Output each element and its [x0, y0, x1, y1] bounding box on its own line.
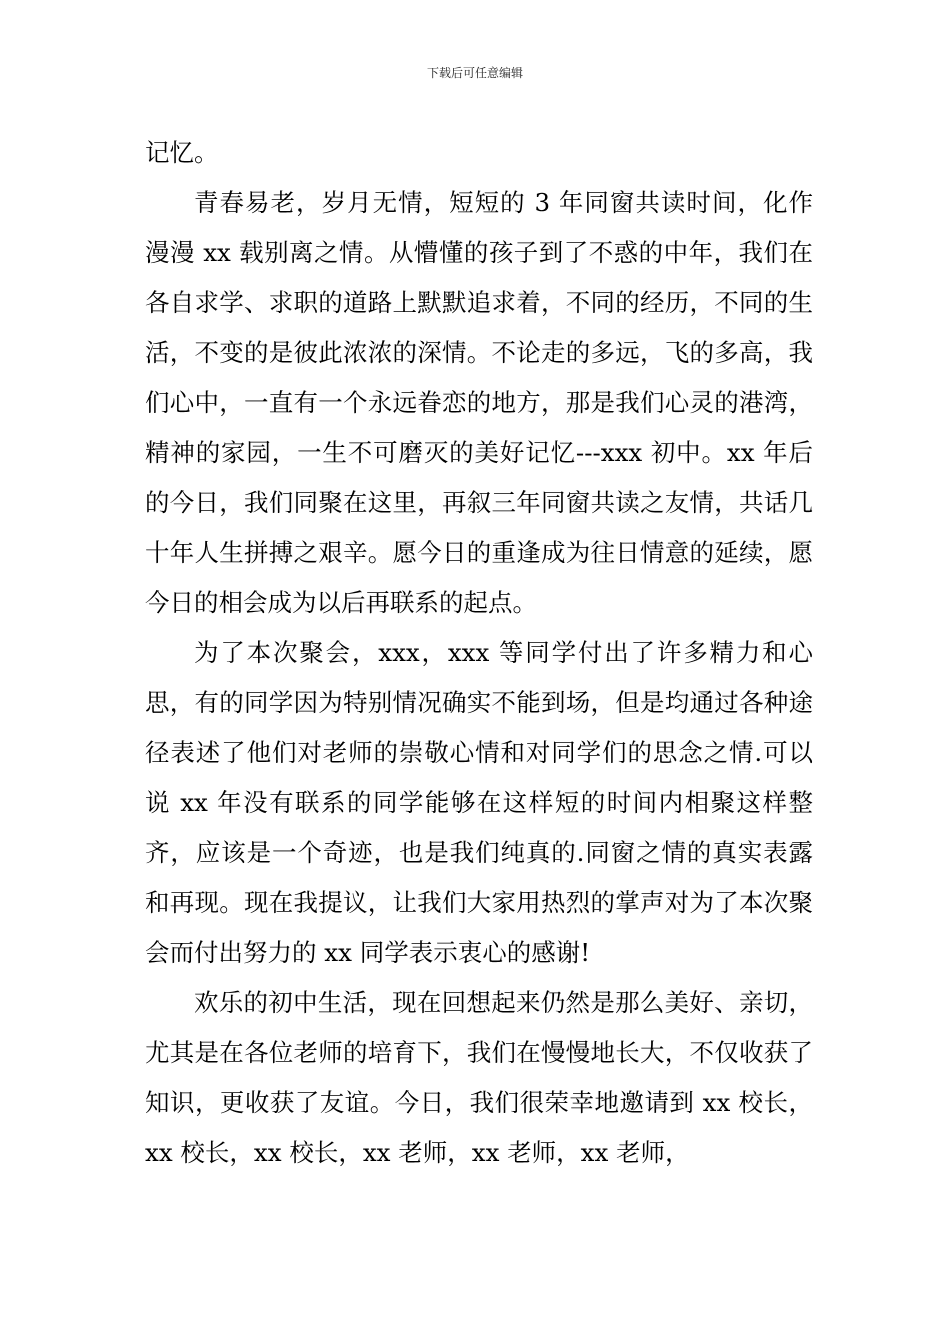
page-header: 下载后可任意编辑 [426, 66, 523, 80]
paragraph-gathering: 为了本次聚会，xxx，xxx 等同学付出了许多精力和心思，有的同学因为特别情况确实不能到场，但是均通过各种途径表述了他们对老师的崇敬心情和对同学们的思念之情.可以说 xx 年没有联系的同学能够在这样短的时间内相聚这样整齐，应该是一个奇迹，也是我们纯真的.同窗之情的真实表露和再现。现在我提议，让我们大家用热烈的掌声对为了本次聚会而付出努力的 xx 同学表示衷心的感谢! [145, 638, 813, 967]
document-body [145, 128, 813, 1178]
paragraph-youth: 青春易老，岁月无情，短短的 3 年同窗共读时间，化作漫漫 xx 载别离之情。从懵懂的孩子到了不惑的中年，我们在各自求学、求职的道路上默默追求着，不同的经历，不同的生活，不变的是彼此浓浓的深情。不论走的多远，飞的多高，我们心中，一直有一个永远眷恋的地方，那是我们心灵的港湾，精神的家园，一生不可磨灭的美好记忆---xxx 初中。xx 年后的今日，我们同聚在这里，再叙三年同窗共读之友情，共话几十年人生拼搏之艰辛。愿今日的重逢成为往日情意的延续，愿今日的相会成为以后再联系的起点。 [145, 188, 813, 617]
paragraph-continuation: 记忆。 [145, 138, 219, 167]
paragraph-school-life: 欢乐的初中生活，现在回想起来仍然是那么美好、亲切，尤其是在各位老师的培育下，我们在慢慢地长大，不仅收获了知识，更收获了友谊。今日，我们很荣幸地邀请到 xx 校长，xx 校长，xx 校长，xx 老师，xx 老师，xx 老师， [145, 988, 813, 1167]
